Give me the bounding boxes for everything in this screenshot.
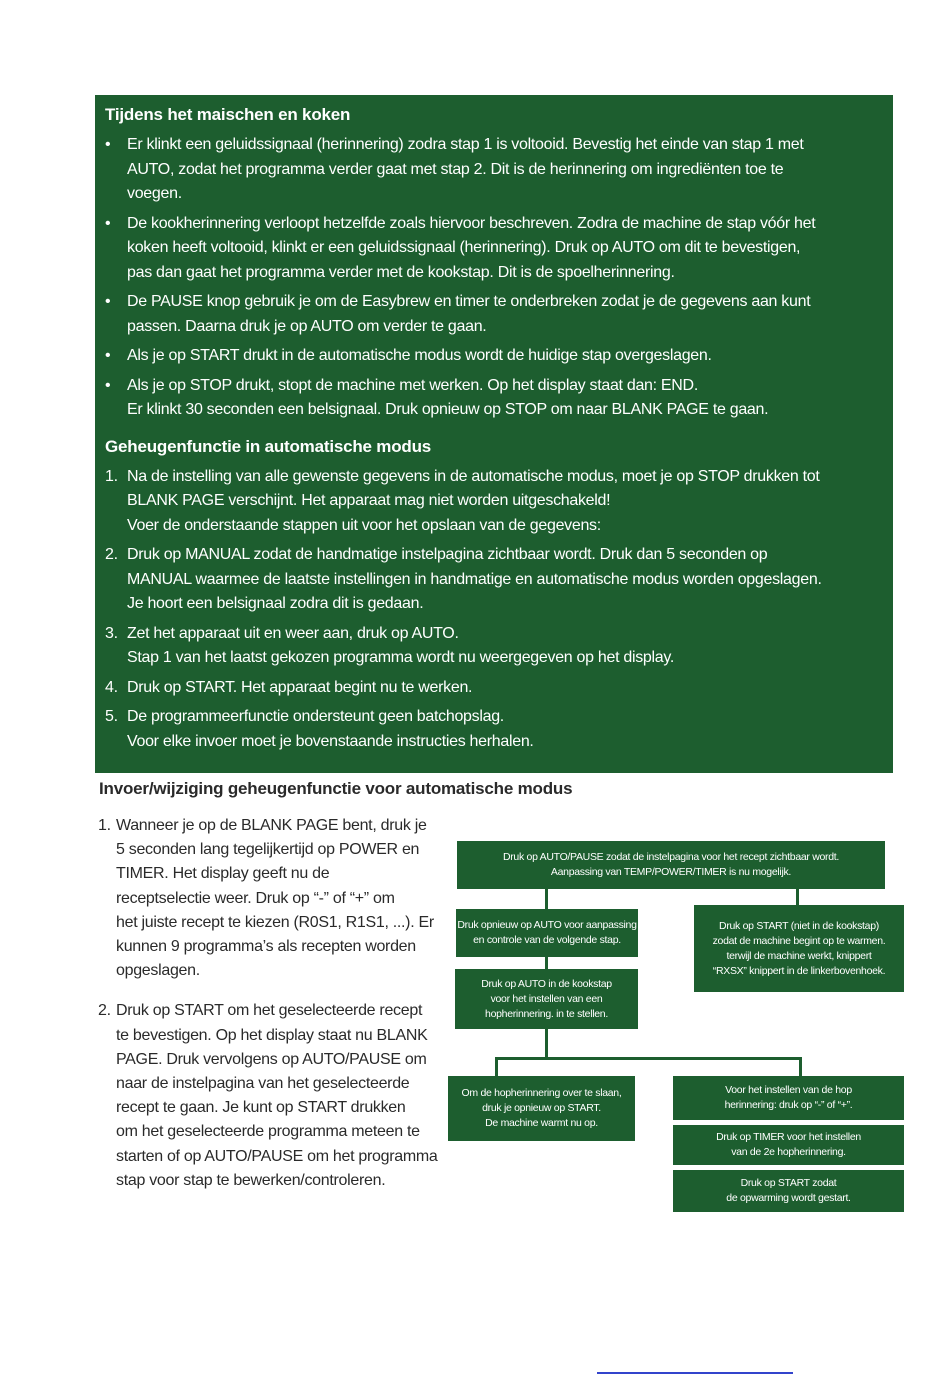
item-line: Druk op MANUAL zodat de handmatige instelpagina zichtbaar wordt. Druk dan 5 seconden op	[127, 546, 768, 563]
bullet-marker: •	[105, 136, 111, 153]
flow-connector	[545, 1028, 548, 1058]
item-line: BLANK PAGE verschijnt. Het apparaat mag niet worden uitgeschakeld!	[127, 492, 611, 509]
flow-box-auto-next	[456, 909, 638, 957]
flow-line: voor het instellen van een	[490, 992, 603, 1005]
flow-line: zodat de machine begint op te warmen.	[712, 934, 886, 947]
item-line: Druk op START. Het apparaat begint nu te werken.	[127, 678, 473, 696]
item-number: 5.	[105, 708, 118, 725]
bullet-line: passen. Daarna druk je op AUTO om verder te gaan.	[127, 317, 487, 335]
flow-connector	[495, 1057, 802, 1060]
item-number: 2.	[105, 546, 118, 563]
flow-box-timer-hop	[673, 1125, 904, 1165]
flow-line: Druk op START zodat	[740, 1177, 837, 1189]
flow-box-hop-reminder	[455, 969, 638, 1029]
step-line: om het geselecteerde programma meteen te	[116, 1123, 420, 1141]
flow-connector	[495, 1057, 498, 1077]
step-line: opgeslagen.	[116, 962, 200, 980]
step-line: naar de instelpagina van het geselecteerde	[116, 1075, 410, 1093]
flow-line: terwijl de machine werkt, knippert	[726, 949, 872, 962]
bullet-line: De PAUSE knop gebruik je om de Easybrew en timer te onderbreken zodat je de gegevens aan kunt	[127, 293, 811, 310]
flow-line: van de 2e hopherinnering.	[731, 1146, 846, 1158]
bullet-marker: •	[105, 376, 111, 394]
memory-edit-steps	[98, 814, 458, 1209]
flow-line: en controle van de volgende stap.	[473, 934, 621, 946]
bullet-item	[105, 133, 883, 207]
bullet-line: pas dan gaat het programma verder met de kookstap. Dit is de spoelherinnering.	[127, 263, 675, 281]
flow-connector	[545, 888, 548, 910]
item-line: Voor elke invoer moet je bovenstaande instructies herhalen.	[127, 732, 534, 750]
bullet-marker: •	[105, 214, 111, 232]
mashing-bullet-list	[105, 133, 883, 423]
item-line: Na de instelling van alle gewenste gegevens in de automatische modus, moet je op STOP drukken tot	[127, 467, 820, 485]
flow-line: Aanpassing van TEMP/POWER/TIMER is nu mogelijk.	[550, 866, 792, 878]
flow-line: De machine warmt nu op.	[485, 1117, 598, 1129]
flow-line: Druk opnieuw op AUTO voor aanpassing	[457, 919, 637, 931]
flowchart	[448, 838, 908, 1218]
step-line: PAGE. Druk vervolgens op AUTO/PAUSE om	[116, 1050, 427, 1068]
bullet-line: voegen.	[127, 185, 182, 202]
bullet-line: Als je op START drukt in de automatische modus wordt de huidige stap overgeslagen.	[127, 347, 712, 364]
section-heading-memory: Geheugenfunctie in automatische modus	[105, 436, 432, 456]
step-line: Druk op START om het geselecteerde recept	[116, 1002, 423, 1020]
flow-line: Druk op AUTO in de kookstap	[481, 977, 612, 990]
memory-steps-list	[105, 465, 883, 755]
step-line: kunnen 9 programma’s als recepten worden	[116, 938, 416, 956]
flow-line: druk je opnieuw op START.	[482, 1102, 601, 1114]
flow-box-start-warm	[694, 905, 904, 992]
bullet-line: AUTO, zodat het programma verder gaat met stap 2. Dit is de herinnering om ingrediënten toe te	[127, 160, 784, 178]
step-line: stap voor stap te bewerken/controleren.	[116, 1171, 386, 1189]
numbered-item	[105, 676, 883, 701]
footer-link-underline	[597, 1372, 793, 1374]
numbered-item	[105, 622, 883, 671]
step-line: Wanneer je op de BLANK PAGE bent, druk je	[116, 817, 427, 834]
step-line: 5 seconden lang tegelijkertijd op POWER en	[116, 841, 420, 859]
bullet-item	[105, 344, 883, 369]
section-heading-mashing: Tijdens het maischen en koken	[105, 105, 351, 124]
flow-line: herinnering: druk op “-” of “+”.	[724, 1099, 853, 1111]
bullet-line: De kookherinnering verloopt hetzelfde zoals hiervoor beschreven. Zodra de machine de stap vóór het	[127, 214, 816, 232]
bullet-item	[105, 374, 883, 423]
item-line: Stap 1 van het laatst gekozen programma wordt nu weergegeven op het display.	[127, 649, 675, 666]
flow-connector	[799, 1057, 802, 1077]
step-line: te bevestigen. Op het display staat nu BLANK	[116, 1026, 428, 1044]
instructions-panel	[95, 95, 893, 773]
bullet-marker: •	[105, 293, 111, 310]
bullet-item	[105, 212, 883, 286]
step-line: starten of op AUTO/PAUSE om het programma	[116, 1147, 438, 1165]
flow-line: Druk op START (niet in de kookstap)	[719, 919, 879, 932]
item-line: Voer de onderstaande stappen uit voor het opslaan van de gegevens:	[127, 516, 601, 534]
step-line: het juiste recept te kiezen (R0S1, R1S1, ...). Er	[116, 913, 434, 931]
memory-edit-step	[98, 999, 458, 1193]
item-line: Zet het apparaat uit en weer aan, druk op AUTO.	[127, 624, 459, 642]
bullet-line: koken heeft voltooid, klinkt er een geluidssignaal (herinnering). Druk op AUTO om dit te bevestigen,	[127, 239, 801, 256]
item-number: 1.	[105, 467, 118, 485]
flow-line: Druk op TIMER voor het instellen	[716, 1131, 861, 1143]
flow-box-set-hop	[673, 1076, 904, 1120]
numbered-item	[105, 465, 883, 539]
flow-box-top	[457, 841, 885, 889]
flow-line: Voor het instellen van de hop	[725, 1084, 852, 1096]
item-number: 3.	[105, 624, 118, 642]
memory-edit-step	[98, 814, 458, 983]
item-line: MANUAL waarmee de laatste instellingen in handmatige en automatische modus worden opgeslagen.	[127, 570, 822, 588]
flow-line: “RXSX” knippert in de linkerbovenhoek.	[712, 964, 886, 977]
flow-box-start-heating	[673, 1170, 904, 1212]
step-line: receptselectie weer. Druk op “-” of “+” om	[116, 889, 395, 907]
section-heading-memory-edit: Invoer/wijziging geheugenfunctie voor automatische modus	[99, 779, 573, 798]
flow-line: Druk op AUTO/PAUSE zodat de instelpagina voor het recept zichtbaar wordt.	[502, 851, 840, 863]
bullet-marker: •	[105, 347, 111, 364]
numbered-item	[105, 543, 883, 617]
bullet-line: Er klinkt een geluidssignaal (herinnering) zodra stap 1 is voltooid. Bevestig het einde van stap 1 met	[127, 136, 804, 153]
bullet-item	[105, 290, 883, 339]
flow-line: hopherinnering. in te stellen.	[485, 1007, 608, 1020]
bullet-line: Als je op STOP drukt, stopt de machine met werken. Op het display staat dan: END.	[127, 376, 698, 394]
step-number: 1.	[98, 817, 111, 834]
flow-line: de opwarming wordt gestart.	[726, 1192, 851, 1204]
step-line: recept te gaan. Je kunt op START drukken	[116, 1099, 406, 1117]
item-number: 4.	[105, 678, 118, 696]
bullet-line: Er klinkt 30 seconden een belsignaal. Druk opnieuw op STOP om naar BLANK PAGE te gaan.	[127, 401, 769, 418]
step-number: 2.	[98, 1002, 111, 1020]
numbered-item	[105, 705, 883, 754]
item-line: De programmeerfunctie ondersteunt geen batchopslag.	[127, 708, 504, 725]
step-line: TIMER. Het display geeft nu de	[116, 865, 330, 883]
flow-connector	[545, 956, 548, 970]
item-line: Je hoort een belsignaal zodra dit is gedaan.	[127, 595, 424, 612]
flow-line: Om de hopherinnering over te slaan,	[461, 1087, 622, 1099]
flow-box-skip-hop	[448, 1076, 635, 1141]
